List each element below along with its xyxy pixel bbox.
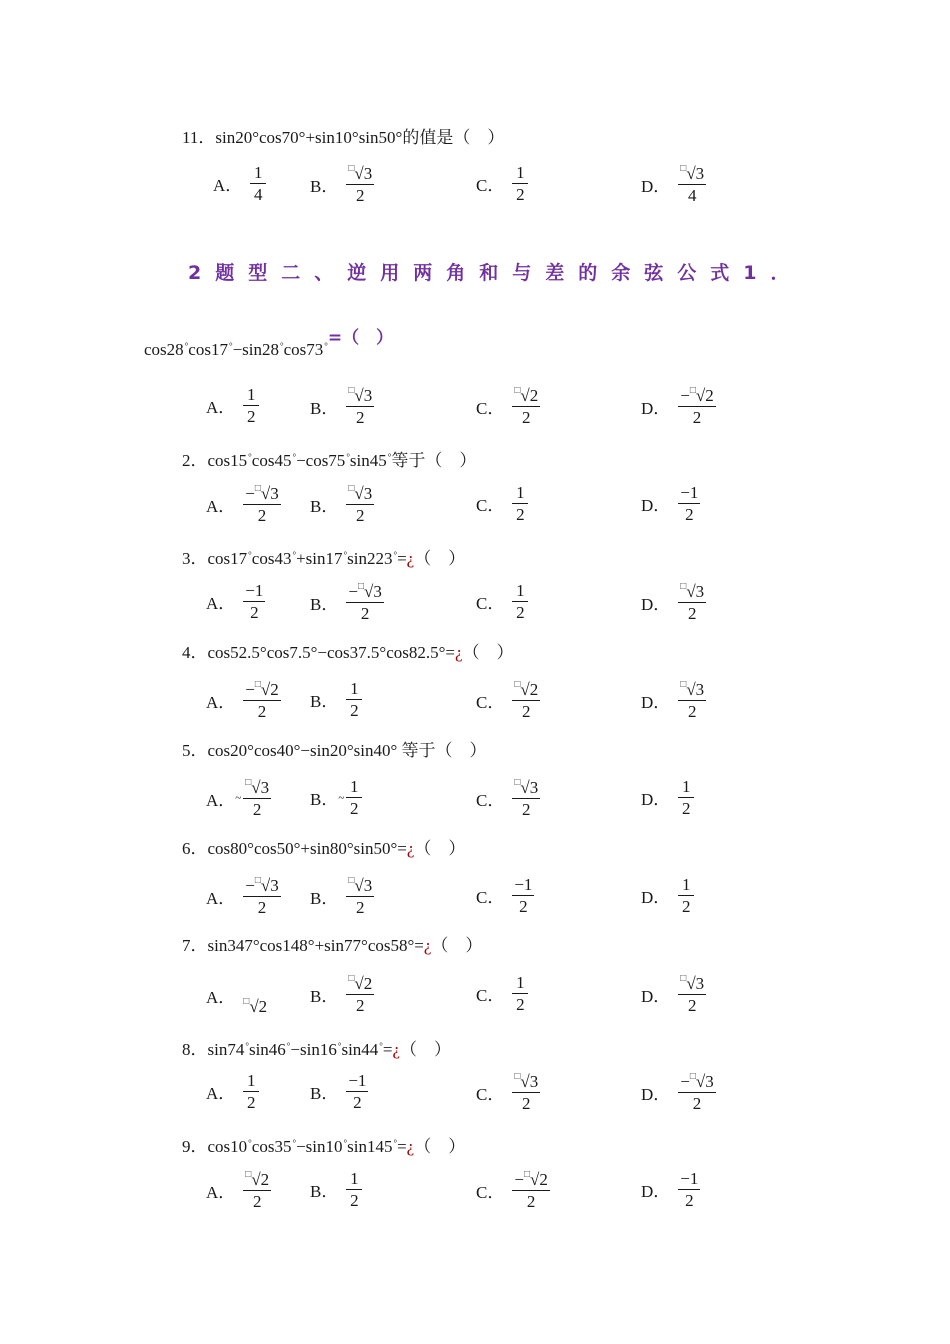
sqrt-icon: √ [695,386,706,405]
option-c: C． $\frac{1}{2}$ [476,164,528,203]
box-icon: □ [357,581,364,592]
option-b: B． ~ $\frac{1}{2}$ [310,778,362,817]
question-6: 6．cos80°cos50°+sin80°sin50°=¿（ ） [182,839,466,858]
sqrt-icon: √ [520,1072,530,1091]
option-d: D． $\frac{-^□√2}{2}$ [641,385,714,427]
option-a: A． ~ $\frac{^□√3}{2}$ [206,777,270,819]
option-b: B． $\frac{-1}{2}$ [310,1071,367,1112]
box-icon: □ [689,385,696,396]
box-icon: □ [348,163,355,174]
box-icon: □ [514,1071,521,1082]
option-b: B． $\frac{^□√3}{2}$ [310,483,373,525]
option-a: A． $\frac{1}{2}$ [206,386,259,425]
question-3: 3．cos17°cos43°+sin17°sin223°=¿（ ） [182,549,466,568]
sqrt-icon: √ [260,484,271,503]
option-d: D． $\frac{1}{2}$ [641,778,694,817]
option-c: C． $\frac{^□√2}{2}$ [476,679,539,721]
box-icon: □ [348,875,355,886]
option-b: B． $\frac{1}{2}$ [310,1170,362,1209]
box-icon: □ [348,973,355,984]
box-icon: □ [689,1071,696,1082]
section-heading: 2题型二、逆用两角和与差的余弦公式1． [188,262,804,284]
sqrt-icon: √ [520,778,530,797]
box-icon: □ [514,679,521,690]
box-icon: □ [348,483,355,494]
box-icon: □ [680,973,687,984]
box-icon: □ [680,581,687,592]
sqrt-icon: √ [260,680,271,699]
question-1: cos28°cos17°−sin28°cos73°=（ ） [144,328,394,359]
option-c: C． $\frac{^□√3}{2}$ [476,777,539,819]
box-icon: □ [254,483,261,494]
option-c: C． $\frac{1}{2}$ [476,582,528,621]
sqrt-icon: √ [260,876,271,895]
option-a: A． $\frac{-1}{2}$ [206,581,264,622]
question-2: 2．cos15°cos45°−cos75°sin45°等于（ ） [182,451,477,470]
sqrt-icon: √ [354,974,364,993]
option-b: B． $\frac{1}{2}$ [310,680,362,719]
question-9: 9．cos10°cos35°−sin10°sin145°=¿（ ） [182,1137,466,1156]
box-icon: □ [254,679,261,690]
sqrt-icon: √ [686,164,696,183]
option-d: D． $\frac{-^□√3}{2}$ [641,1071,714,1113]
option-b: B． $\frac{-^□√3}{2}$ [310,581,382,623]
sqrt-icon: √ [354,484,364,503]
sqrt-icon: √ [686,582,696,601]
option-a: A． $\frac{-^□√2}{2}$ [206,679,279,721]
sqrt-icon: √ [686,680,696,699]
sqrt-icon: √ [520,386,530,405]
option-d: D． $\frac{^□√3}{2}$ [641,581,705,623]
question-8: 8．sin74°sin46°−sin16°sin44°=¿（ ） [182,1040,452,1059]
option-d: D． $\frac{1}{2}$ [641,876,694,915]
box-icon: □ [254,875,261,886]
option-c: C． $\frac{1}{2}$ [476,974,528,1013]
option-a: A． $\frac{1}{4}$ [213,164,266,203]
option-c: C． $\frac{-1}{2}$ [476,875,533,916]
sqrt-icon: √ [695,1072,706,1091]
sqrt-icon: √ [520,680,530,699]
box-icon: □ [680,163,687,174]
question-5: 5．cos20°cos40°−sin20°sin40° 等于（ ） [182,741,487,760]
question-7: 7．sin347°cos148°+sin77°cos58°=¿（ ） [182,936,483,955]
box-icon: □ [514,777,521,788]
option-d: D． $\frac{^□√3}{4}$ [641,163,705,205]
question-4: 4．cos52.5°cos7.5°−cos37.5°cos82.5°=¿（ ） [182,643,514,662]
option-a: A． $\frac{^□√2}{2}$ [206,1169,270,1211]
option-a: A． □√2 [206,988,268,1016]
option-b: B． $\frac{^□√3}{2}$ [310,385,373,427]
sqrt-icon: √ [686,974,696,993]
option-d: D． $\frac{-1}{2}$ [641,1169,699,1210]
sqrt-icon: √ [363,582,374,601]
option-c: C． $\frac{-^□√2}{2}$ [476,1169,548,1211]
sqrt-icon: √ [251,778,261,797]
sqrt-icon: √ [354,164,364,183]
option-a: A． $\frac{1}{2}$ [206,1072,259,1111]
sqrt-icon: √ [249,997,259,1016]
option-label: A． [213,176,243,195]
option-d: D． $\frac{^□√3}{2}$ [641,973,705,1015]
sqrt-icon: √ [251,1170,261,1189]
question-11: 11．sin20°cos70°+sin10°sin50°的值是（ ） [182,128,505,147]
option-a: A． $\frac{-^□√3}{2}$ [206,483,279,525]
box-icon: □ [245,777,252,788]
option-d: D． $\frac{-1}{2}$ [641,483,699,524]
box-icon: □ [523,1169,530,1180]
box-icon: □ [348,385,355,396]
option-c: C． $\frac{^□√2}{2}$ [476,385,539,427]
sqrt-icon: √ [529,1170,540,1189]
box-icon: □ [680,679,687,690]
sqrt-icon: √ [354,386,364,405]
box-icon: □ [245,1169,252,1180]
option-a: A． $\frac{-^□√3}{2}$ [206,875,279,917]
option-c: C． $\frac{1}{2}$ [476,484,528,523]
sqrt-icon: √ [354,876,364,895]
option-b: B． $\frac{^□√3}{2}$ [310,875,373,917]
option-b: B． $\frac{^□√3}{2}$ [310,163,373,205]
option-c: C． $\frac{^□√3}{2}$ [476,1071,539,1113]
option-b: B． $\frac{^□√2}{2}$ [310,973,373,1015]
box-icon: □ [514,385,521,396]
box-icon: □ [243,996,250,1007]
option-d: D． $\frac{^□√3}{2}$ [641,679,705,721]
